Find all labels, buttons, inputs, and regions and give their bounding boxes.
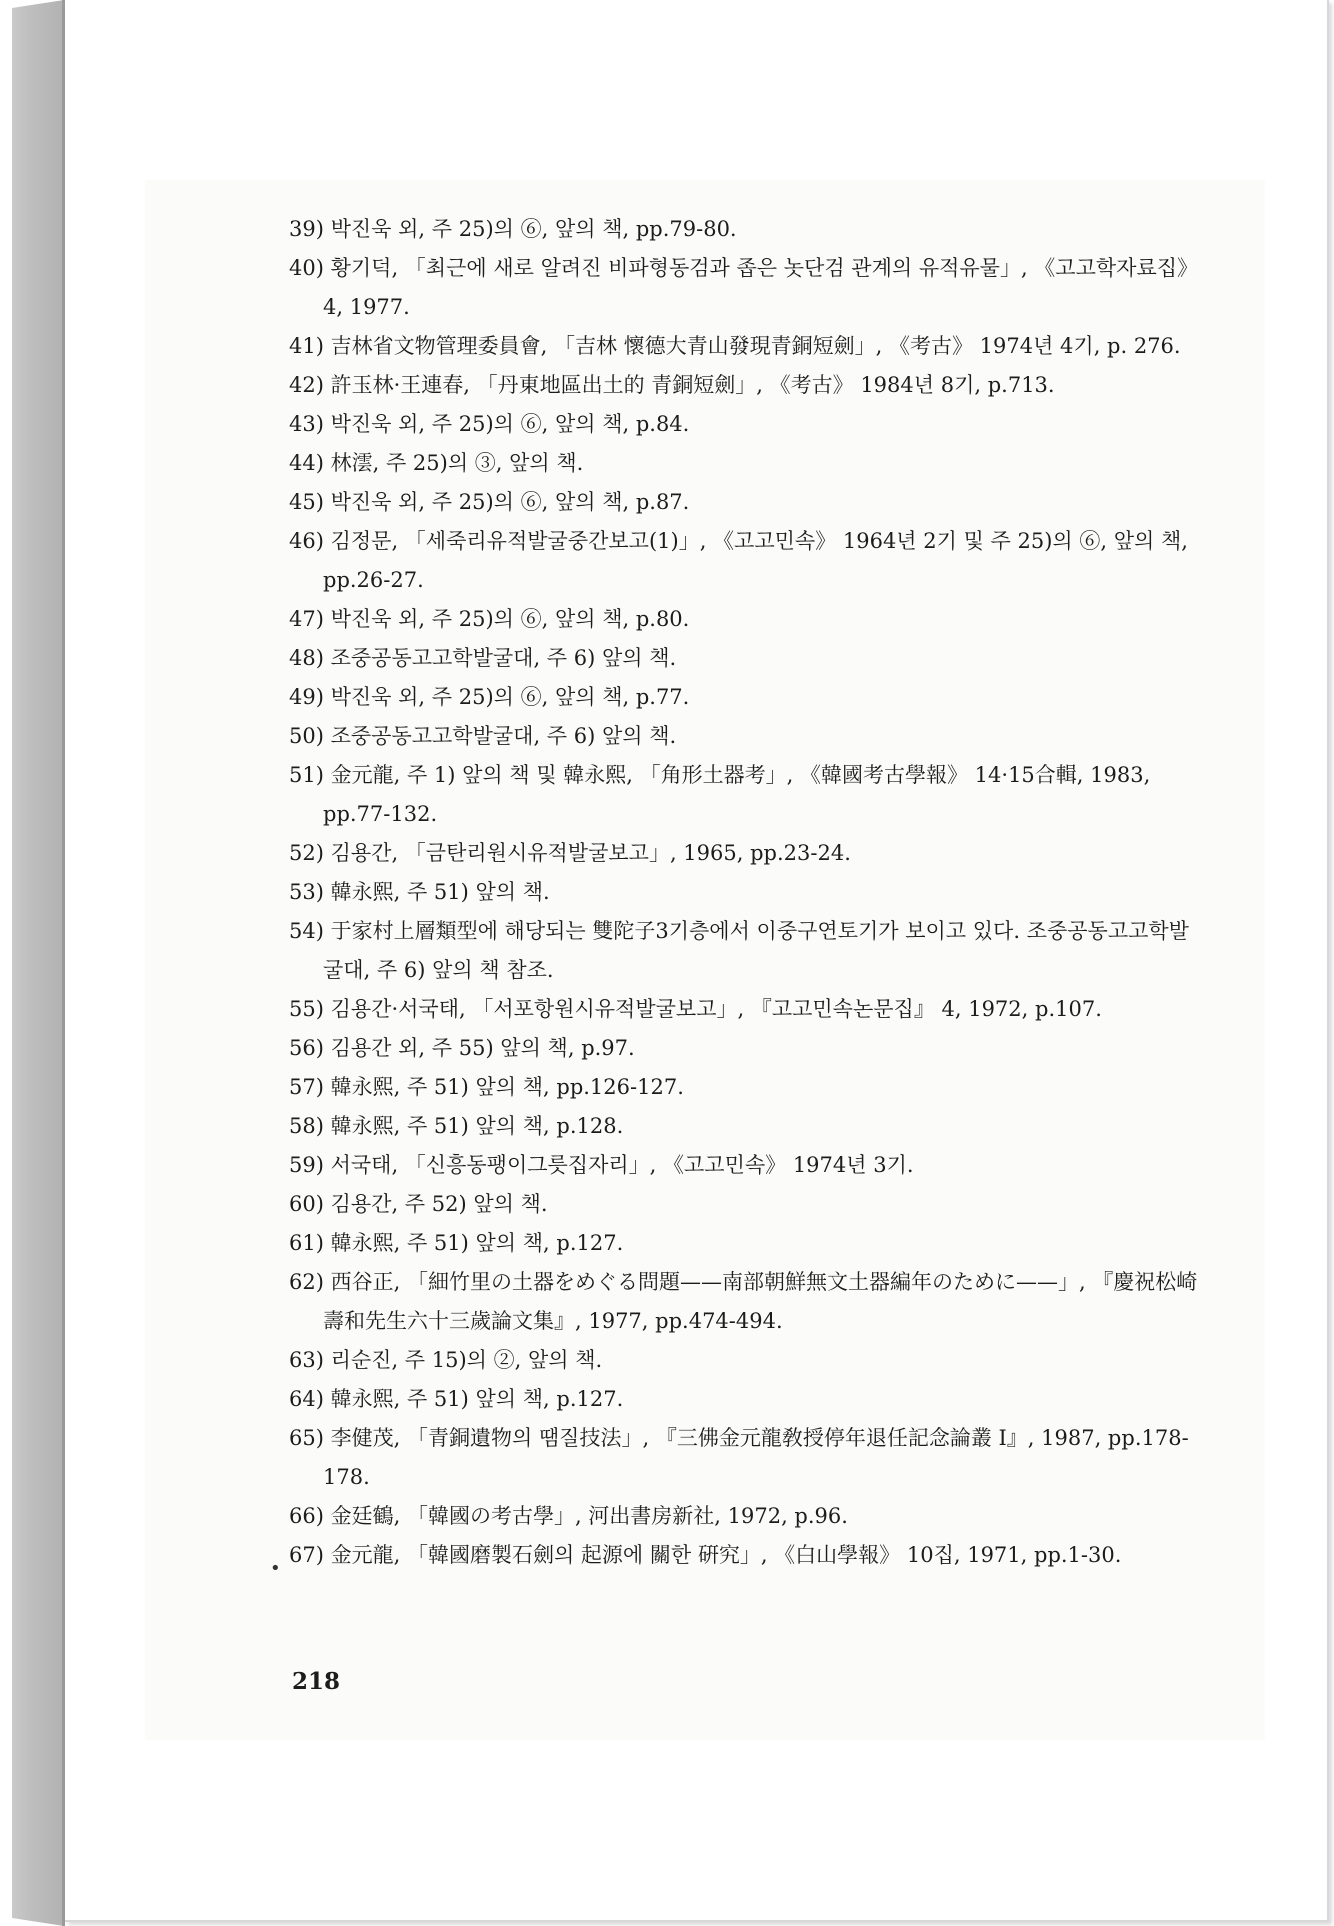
footnote-64: 64) 韓永熙, 주 51) 앞의 책, p.127. (289, 1387, 624, 1411)
book-spine (12, 0, 64, 1926)
footnote-55: 55) 김용간·서국태, 「서포항원시유적발굴보고」, 『고고민속논문집』 4, 1972, p.107. (289, 997, 1102, 1021)
footnote-43: 43) 박진욱 외, 주 25)의 ⑥, 앞의 책, p.84. (289, 412, 690, 436)
footnote-47: 47) 박진욱 외, 주 25)의 ⑥, 앞의 책, p.80. (289, 607, 690, 631)
footnote-40: 40) 황기덕, 「최근에 새로 알려진 비파형동검과 좁은 놋단검 관계의 유적유물」, 《고고학자료집》4, 1977. (289, 256, 1199, 319)
footnote-46: 46) 김정문, 「세죽리유적발굴중간보고(1)」, 《고고민속》 1964년 2기 및 주 25)의 ⑥, 앞의 책, pp.26-27. (289, 529, 1188, 592)
footnote-49: 49) 박진욱 외, 주 25)의 ⑥, 앞의 책, p.77. (289, 685, 690, 709)
footnote-53: 53) 韓永熙, 주 51) 앞의 책. (289, 880, 550, 904)
footnote-39: 39) 박진욱 외, 주 25)의 ⑥, 앞의 책, pp.79-80. (289, 217, 737, 241)
footnote-57: 57) 韓永熙, 주 51) 앞의 책, pp.126-127. (289, 1075, 684, 1099)
footnote-44: 44) 林澐, 주 25)의 ③, 앞의 책. (289, 451, 584, 475)
page-number: 218 (292, 1668, 341, 1695)
footnote-65: 65) 李健茂, 「青銅遺物의 땜질技法」, 『三佛金元龍敎授停年退任記念論叢 Ⅰ』, 1987, pp.178-178. (289, 1426, 1189, 1489)
footnote-58: 58) 韓永熙, 주 51) 앞의 책, p.128. (289, 1114, 624, 1138)
footnote-52: 52) 김용간, 「금탄리원시유적발굴보고」, 1965, pp.23-24. (289, 841, 851, 865)
footnote-67: 67) 金元龍, 「韓國磨製石劍의 起源에 關한 硏究」, 《白山學報》 10집, 1971, pp.1-30. (289, 1543, 1122, 1567)
footnote-41: 41) 吉林省文物管理委員會, 「吉林 懷德大青山發現青銅短劍」, 《考古》 1974년 4기, p. 276. (289, 334, 1181, 358)
footnote-51: 51) 金元龍, 주 1) 앞의 책 및 韓永熙, 「角形土器考」, 《韓國考古學報》 14·15合輯, 1983, pp.77-132. (289, 763, 1151, 826)
footnote-66: 66) 金廷鶴, 「韓國の考古學」, 河出書房新社, 1972, p.96. (289, 1504, 848, 1528)
footnote-62: 62) 西谷正, 「細竹里の土器をめぐる問題——南部朝鮮無文土器編年のために——」, 『慶祝松崎壽和先生六十三歲論文集』, 1977, pp.474-494. (289, 1270, 1198, 1333)
footnote-59: 59) 서국태, 「신흥동팽이그릇집자리」, 《고고민속》 1974년 3기. (289, 1153, 914, 1177)
footnote-54: 54) 于家村上層類型에 해당되는 雙陀子3기층에서 이중구연토기가 보이고 있다. 조중공동고고학발굴대, 주 6) 앞의 책 참조. (289, 919, 1189, 982)
footnote-list (289, 210, 1209, 1575)
footnote-60: 60) 김용간, 주 52) 앞의 책. (289, 1192, 548, 1216)
scan-speck: • (270, 1558, 281, 1579)
footnote-63: 63) 리순진, 주 15)의 ②, 앞의 책. (289, 1348, 603, 1372)
footnote-61: 61) 韓永熙, 주 51) 앞의 책, p.127. (289, 1231, 624, 1255)
footnote-42: 42) 許玉林·王連春, 「丹東地區出土的 青銅短劍」, 《考古》 1984년 8기, p.713. (289, 373, 1055, 397)
footnote-50: 50) 조중공동고고학발굴대, 주 6) 앞의 책. (289, 724, 677, 748)
footnote-45: 45) 박진욱 외, 주 25)의 ⑥, 앞의 책, p.87. (289, 490, 690, 514)
footnote-56: 56) 김용간 외, 주 55) 앞의 책, p.97. (289, 1036, 635, 1060)
footnote-48: 48) 조중공동고고학발굴대, 주 6) 앞의 책. (289, 646, 677, 670)
